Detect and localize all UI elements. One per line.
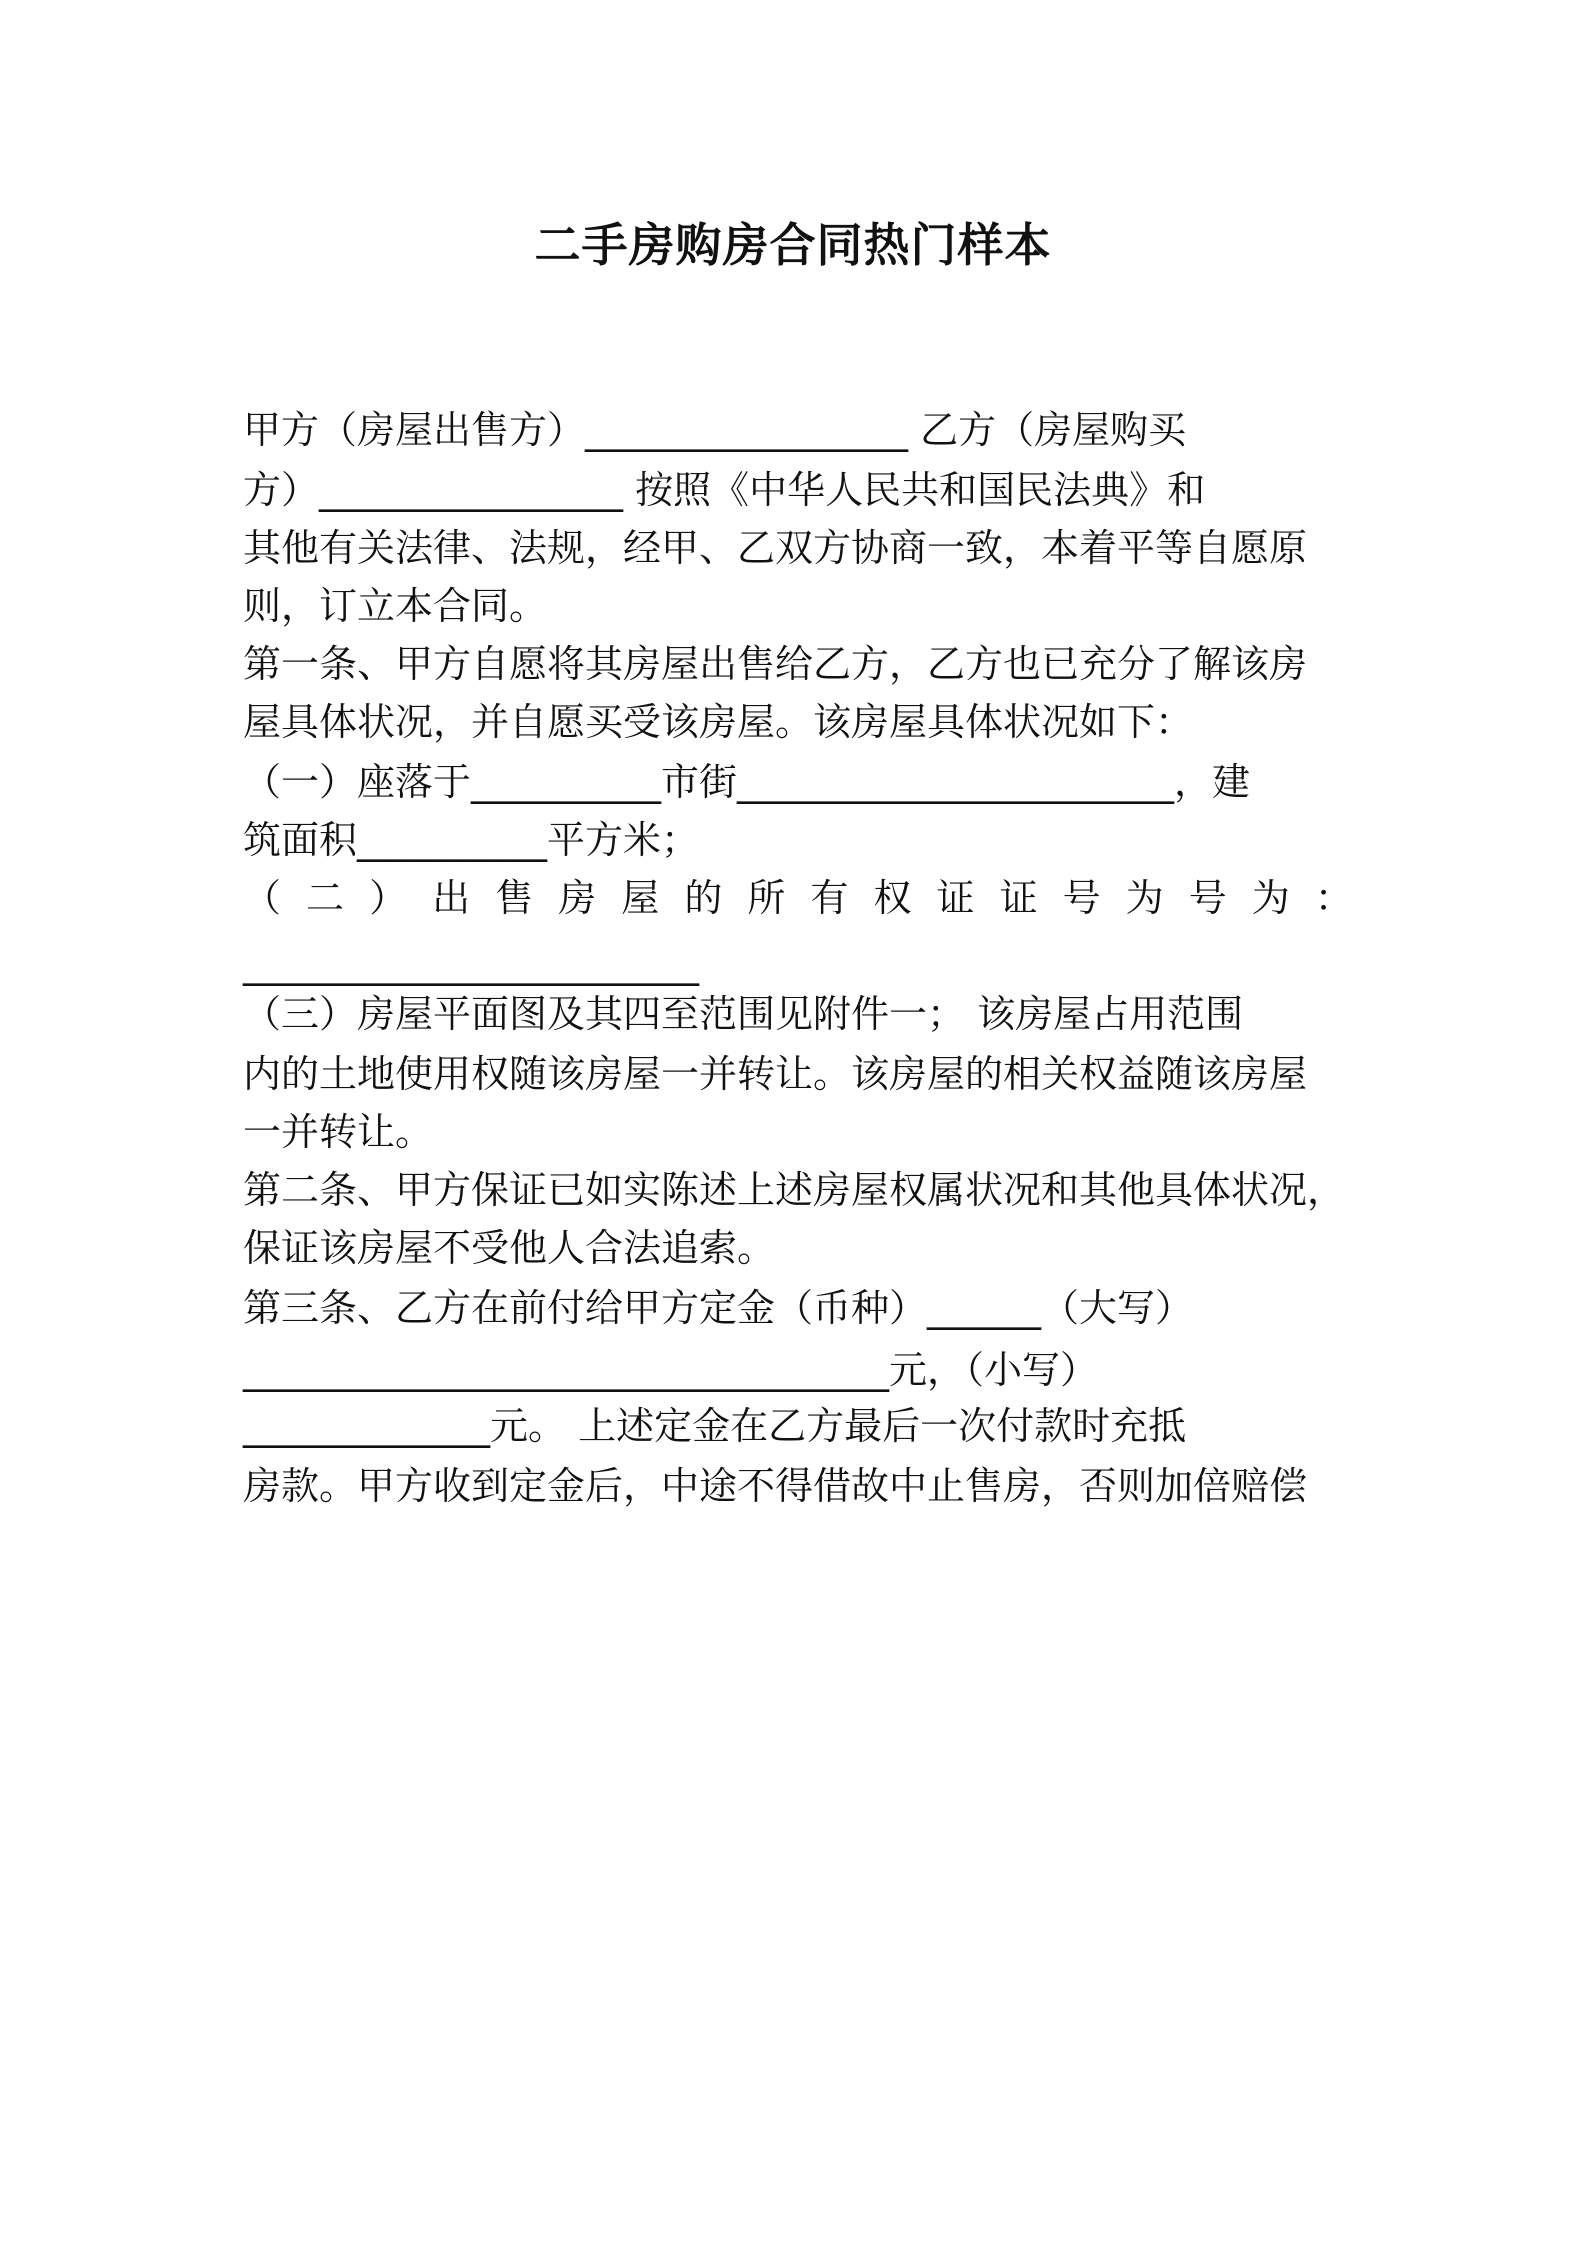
text-line: __________________________________元，（小写） <box>243 1348 1099 1392</box>
text-line: 第二条、甲方保证已如实陈述上述房屋权属状况和其他具体状况， <box>243 1168 1346 1212</box>
text-line: 则，订立本合同。 <box>243 584 548 628</box>
text-line: （三）房屋平面图及其四至范围见附件一； 该房屋占用范围 <box>243 992 1244 1036</box>
spaced-char: 售 <box>495 876 534 920</box>
spaced-char: 号 <box>1188 876 1227 920</box>
spaced-char: 有 <box>810 876 849 920</box>
spaced-char: 证 <box>999 876 1038 920</box>
text-line: 一并转让。 <box>243 1110 434 1154</box>
text-line: 房款。甲方收到定金后，中途不得借故中止售房，否则加倍赔偿 <box>243 1464 1308 1508</box>
text-line: 第三条、乙方在前付给甲方定金（币种）______（大写） <box>243 1286 1194 1330</box>
spaced-char: 为 <box>1125 876 1164 920</box>
spaced-char: 的 <box>684 876 723 920</box>
text-line: 屋具体状况，并自愿买受该房屋。该房屋具体状况如下： <box>243 700 1194 744</box>
spaced-char: 为 <box>1251 876 1290 920</box>
spaced-char: ） <box>369 876 408 920</box>
spaced-char: ： <box>1314 876 1353 920</box>
spaced-char: 权 <box>873 876 912 920</box>
spaced-char: （ <box>243 876 282 920</box>
text-line: 保证该房屋不受他人合法追索。 <box>243 1226 776 1270</box>
text-line: 其他有关法律、法规，经甲、乙双方协商一致，本着平等自愿原 <box>243 526 1308 570</box>
spaced-char: 出 <box>432 876 471 920</box>
text-line: 筑面积__________平方米； <box>243 818 700 862</box>
text-line-spaced <box>243 868 1353 928</box>
spaced-char: 二 <box>306 876 345 920</box>
spaced-char: 号 <box>1062 876 1101 920</box>
text-line: 内的土地使用权随该房屋一并转让。该房屋的相关权益随该房屋 <box>243 1052 1308 1096</box>
text-line: 方）________________ 按照《中华人民共和国民法典》和 <box>243 468 1206 512</box>
text-line: 第一条、甲方自愿将其房屋出售给乙方，乙方也已充分了解该房 <box>243 642 1308 686</box>
document-title: 二手房购房合同热门样本 <box>534 218 1052 272</box>
spaced-char: 屋 <box>621 876 660 920</box>
text-line: _____________元。 上述定金在乙方最后一次付款时充抵 <box>243 1404 1187 1448</box>
text-line: （一）座落于__________市街_______________________，建 <box>243 760 1251 804</box>
spaced-char: 房 <box>558 876 597 920</box>
text-line: 甲方（房屋出售方）_________________ 乙方（房屋购买 <box>243 408 1187 452</box>
text-line: ________________________ <box>243 942 699 986</box>
spaced-char: 证 <box>936 876 975 920</box>
spaced-char: 所 <box>747 876 786 920</box>
